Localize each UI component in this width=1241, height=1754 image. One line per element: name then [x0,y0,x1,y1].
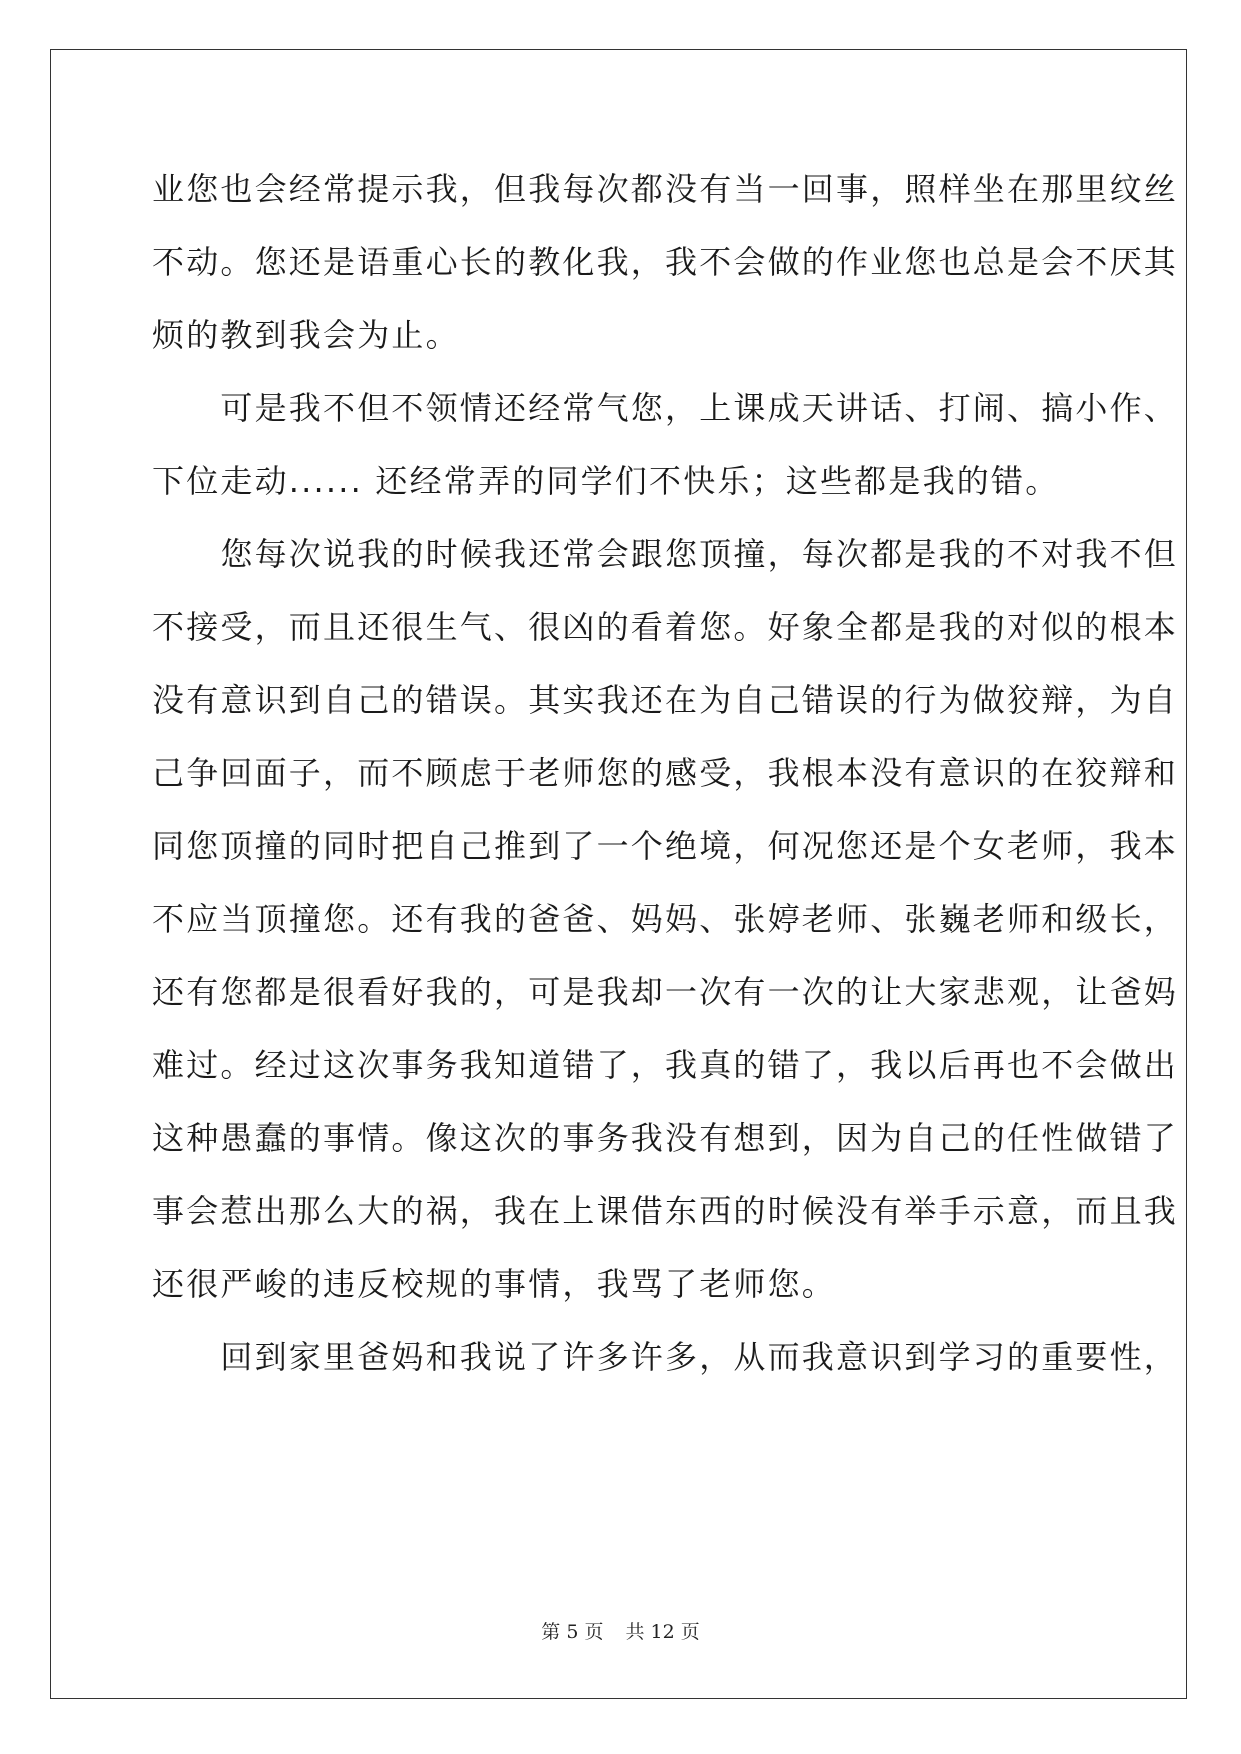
text-line: 可是我不但不领情还经常气您，上课成天讲话、打闹、搞小作、 [152,389,1179,427]
text-line: 没有意识到自己的错误。其实我还在为自己错误的行为做狡辩，为自 [152,681,1179,719]
text-line: 不接受，而且还很生气、很凶的看着您。好象全都是我的对似的根本 [152,608,1179,646]
text-line: 下位走动...... 还经常弄的同学们不快乐；这些都是我的错。 [152,462,1060,500]
text-line: 回到家里爸妈和我说了许多许多，从而我意识到学习的重要性， [152,1338,1179,1376]
page-footer [0,1617,1241,1644]
text-line: 您每次说我的时候我还常会跟您顶撞，每次都是我的不对我不但 [152,535,1179,573]
text-line: 己争回面子，而不顾虑于老师您的感受，我根本没有意识的在狡辩和 [152,754,1179,792]
text-line: 事会惹出那么大的祸，我在上课借东西的时候没有举手示意，而且我 [152,1192,1179,1230]
text-line: 难过。经过这次事务我知道错了，我真的错了，我以后再也不会做出 [152,1046,1179,1084]
page-total: 共 12 页 [625,1621,700,1643]
text-line: 同您顶撞的同时把自己推到了一个绝境，何况您还是个女老师，我本 [152,827,1179,865]
text-line: 这种愚蠢的事情。像这次的事务我没有想到，因为自己的任性做错了 [152,1119,1179,1157]
document-body [152,165,1179,1406]
text-line: 还很严峻的违反校规的事情，我骂了老师您。 [152,1265,837,1303]
page-number: 第 5 页 [541,1621,604,1643]
text-line: 还有您都是很看好我的，可是我却一次有一次的让大家悲观，让爸妈 [152,973,1179,1011]
text-line: 不应当顶撞您。还有我的爸爸、妈妈、张婷老师、张巍老师和级长， [152,900,1179,938]
text-line: 不动。您还是语重心长的教化我，我不会做的作业您也总是会不厌其 [152,243,1179,281]
text-line: 业您也会经常提示我，但我每次都没有当一回事，照样坐在那里纹丝 [152,170,1179,208]
text-line: 烦的教到我会为止。 [152,316,460,354]
